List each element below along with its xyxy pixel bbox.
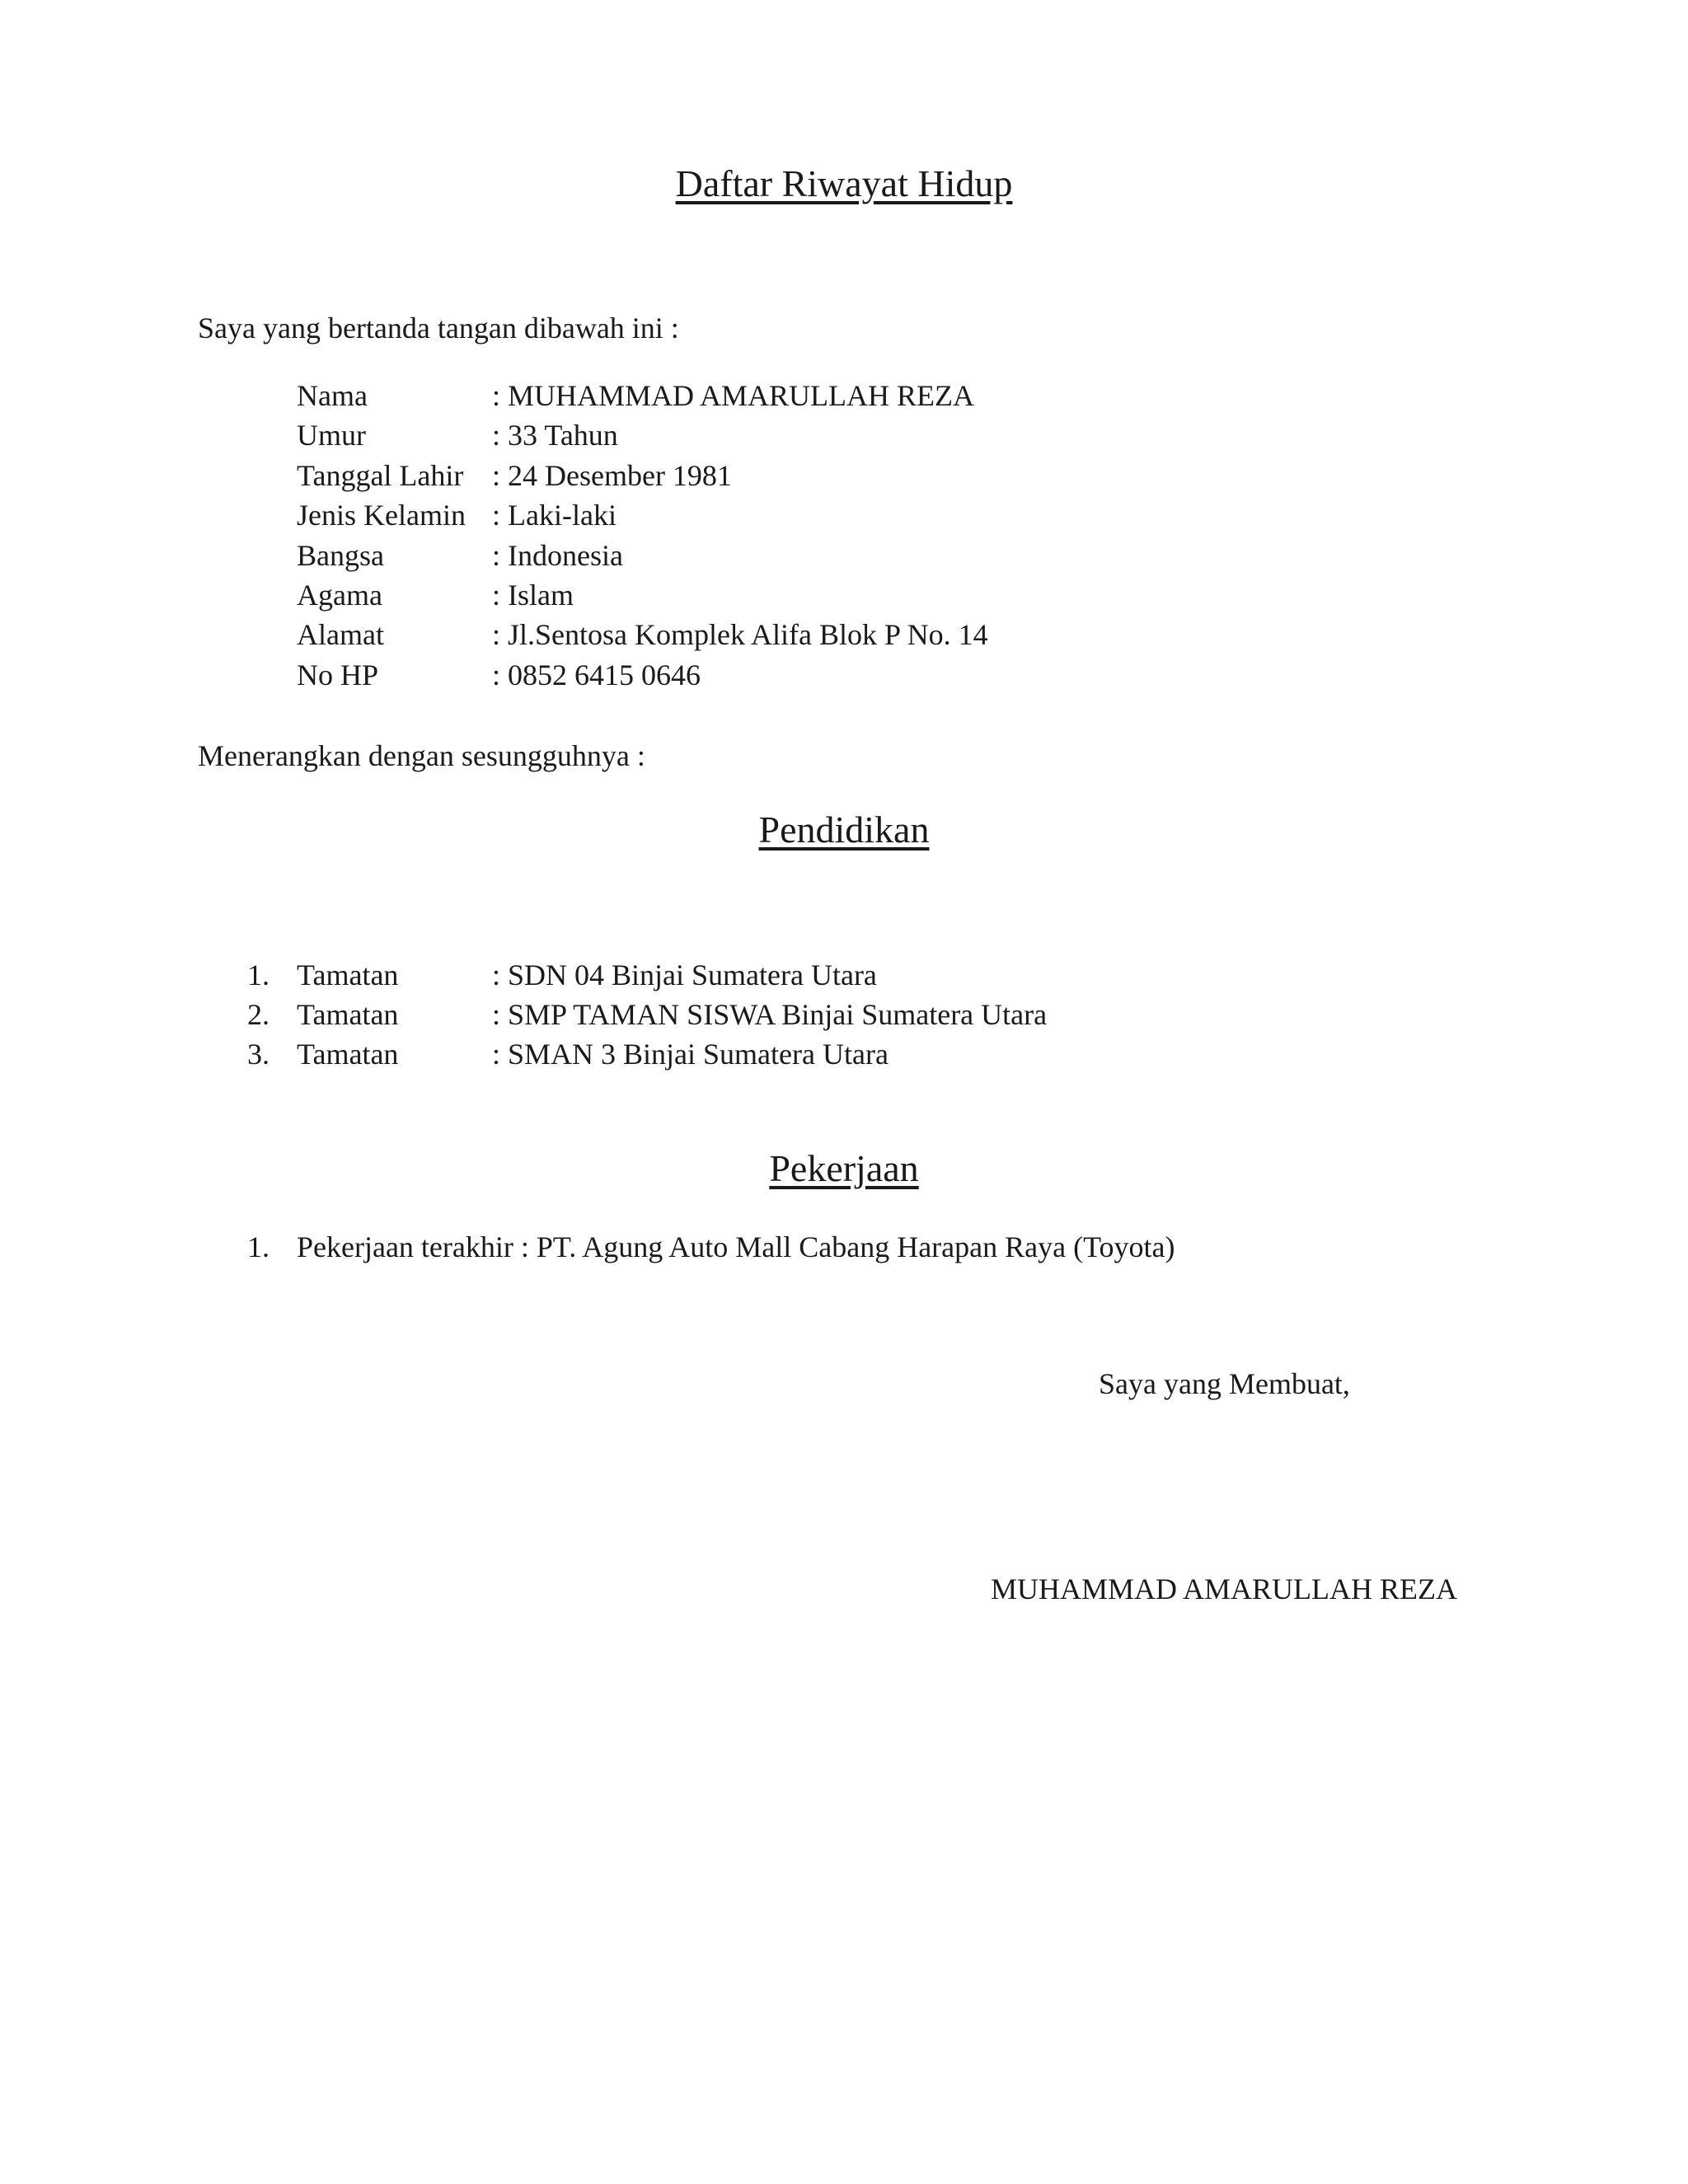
- education-item-value: : SMAN 3 Binjai Sumatera Utara: [492, 1038, 889, 1071]
- personal-value-no-hp: : 0852 6415 0646: [492, 658, 701, 691]
- education-item-value: : SMP TAMAN SISWA Binjai Sumatera Utara: [492, 998, 1048, 1031]
- personal-value-umur: : 33 Tahun: [492, 419, 618, 452]
- personal-value-agama: : Islam: [492, 579, 574, 612]
- work-item-text: Pekerjaan terakhir : PT. Agung Auto Mall Cabang Harapan Raya (Toyota): [297, 1230, 1175, 1263]
- personal-value-bangsa: : Indonesia: [492, 539, 623, 572]
- personal-label-jenis-kelamin: Jenis Kelamin: [297, 499, 466, 532]
- closing-text: Saya yang Membuat,: [1099, 1367, 1350, 1400]
- education-item-label: Tamatan: [297, 998, 399, 1031]
- statement-text: Menerangkan dengan sesungguhnya :: [198, 739, 645, 772]
- signature-name: MUHAMMAD AMARULLAH REZA: [991, 1572, 1458, 1605]
- education-heading: Pendidikan: [758, 808, 930, 851]
- education-item-label: Tamatan: [297, 958, 399, 991]
- education-item-number: 1.: [247, 958, 270, 991]
- personal-value-tanggal-lahir: : 24 Desember 1981: [492, 459, 732, 492]
- work-item-number: 1.: [247, 1230, 270, 1263]
- education-item-label: Tamatan: [297, 1038, 399, 1071]
- personal-label-alamat: Alamat: [297, 618, 384, 651]
- personal-label-tanggal-lahir: Tanggal Lahir: [297, 459, 464, 492]
- work-heading: Pekerjaan: [769, 1147, 919, 1189]
- personal-label-agama: Agama: [297, 579, 382, 612]
- personal-label-bangsa: Bangsa: [297, 539, 384, 572]
- education-item-number: 2.: [247, 998, 270, 1031]
- personal-label-no-hp: No HP: [297, 658, 379, 691]
- education-item-value: : SDN 04 Binjai Sumatera Utara: [492, 958, 877, 991]
- personal-value-nama: : MUHAMMAD AMARULLAH REZA: [492, 379, 975, 412]
- personal-label-nama: Nama: [297, 379, 368, 412]
- education-item-number: 3.: [247, 1038, 270, 1071]
- intro-text: Saya yang bertanda tangan dibawah ini :: [198, 312, 679, 344]
- personal-label-umur: Umur: [297, 419, 366, 452]
- personal-value-jenis-kelamin: : Laki-laki: [492, 499, 617, 532]
- document-title: Daftar Riwayat Hidup: [675, 162, 1013, 204]
- personal-value-alamat: : Jl.Sentosa Komplek Alifa Blok P No. 14: [492, 618, 988, 651]
